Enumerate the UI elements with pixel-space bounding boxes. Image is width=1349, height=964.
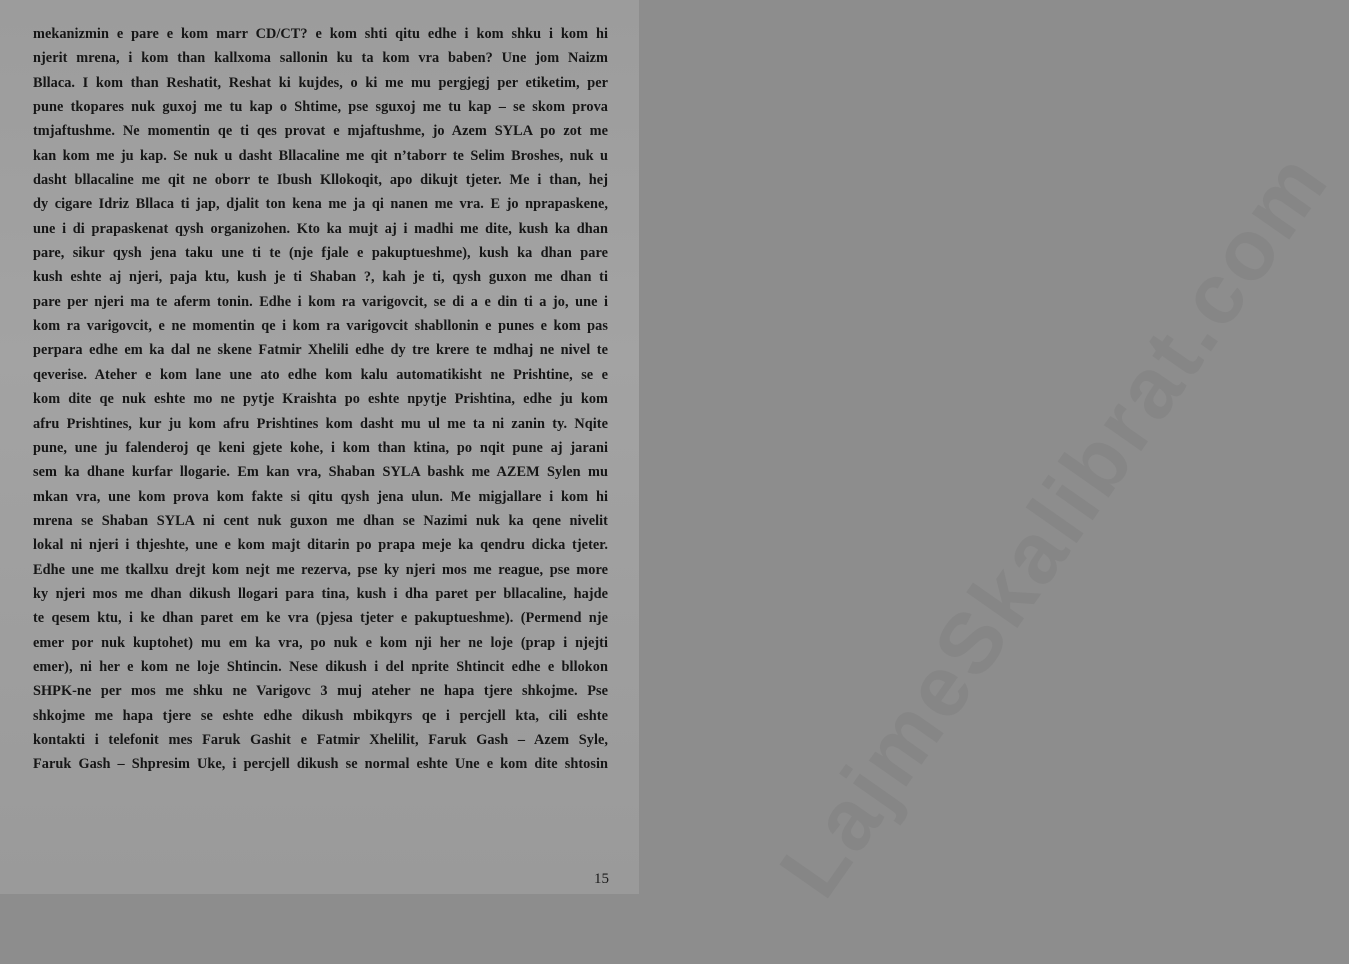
text-line: emer por nuk kuptohet) mu em ka vra, po nuk e kom nji her ne loje (prap i njejti [33, 634, 608, 651]
text-line: njerit mrena, i kom than kallxoma sallonin ku ta kom vra baben? Une jom Naizm [33, 50, 608, 67]
text-line: shkojme me hapa tjere se eshte edhe dikush mbikqyrs qe i percjell kta, cili eshte [33, 707, 608, 724]
text-line: tmjaftushme. Ne momentin qe ti qes provat e mjaftushme, jo Azem SYLA po zot me [33, 123, 608, 140]
text-line: une i di prapaskenat qysh organizohen. Kto ka mujt aj i madhi me dite, kush ka dhan [33, 220, 608, 237]
text-line: Edhe une me tkallxu drejt kom nejt me rezerva, pse ky njeri mos me reague, pse more [33, 561, 608, 578]
text-line: lokal ni njeri i thjeshte, une e kom majt ditarin po prapa meje ka qendru dicka tjeter. [33, 537, 608, 554]
text-line: dy cigare Idriz Bllaca ti jap, djalit ton kena me ja qi nanen me vra. E jo nprapaskene, [33, 196, 608, 213]
text-line: ky njeri mos me dhan dikush llogari para tina, kush i dha paret per bllacaline, hajde [33, 585, 608, 602]
text-line: kontakti i telefonit mes Faruk Gashit e Fatmir Xhelilit, Faruk Gash – Azem Syle, [33, 731, 608, 748]
text-line: mrena se Shaban SYLA ni cent nuk guxon me dhan se Nazimi nuk ka qene nivelit [33, 512, 608, 529]
text-line: kush eshte aj njeri, paja ktu, kush je ti Shaban ?, kah je ti, qysh guxon me dhan ti [33, 269, 608, 286]
watermark-text: LajmeSkalibrat.com [761, 134, 1348, 915]
text-line: emer), ni her e kom ne loje Shtincin. Nese dikush i del nprite Shtincit edhe e bllokon [33, 658, 608, 675]
text-line: kom dite qe nuk eshte mo ne pytje Kraishta po eshte npytje Prishtina, edhe ju kom [33, 391, 608, 408]
text-line: pare per njeri ma te aferm tonin. Edhe i kom ra varigovcit, se di a e din ti a jo, une i [33, 293, 608, 310]
page-number: 15 [594, 871, 609, 887]
text-line: qeverise. Ateher e kom lane une ato edhe kom kalu automatikisht ne Prishtine, se e [33, 366, 608, 383]
text-line: SHPK-ne per mos me shku ne Varigovc 3 muj ateher ne hapa tjere shkojme. Pse [33, 683, 608, 700]
text-line: sem ka dhane kurfar llogarie. Em kan vra, Shaban SYLA bashk me AZEM Sylen mu [33, 464, 608, 481]
text-line: dasht bllacaline me qit ne oborr te Ibush Kllokoqit, apo dikujt tjeter. Me i than, hej [33, 172, 608, 189]
text-line: Bllaca. I kom than Reshatit, Reshat ki kujdes, o ki me mu pergjegj per etiketim, per [33, 74, 608, 91]
text-line: mekanizmin e pare e kom marr CD/CT? e kom shti qitu edhe i kom shku i kom hi [33, 26, 608, 42]
text-line: kom ra varigovcit, e ne momentin qe i kom ra varigovcit shabllonin e punes e kom pas [33, 318, 608, 335]
text-line: Faruk Gash – Shpresim Uke, i percjell dikush se normal eshte Une e kom dite shtosin [33, 756, 608, 773]
text-line: pare, sikur qysh jena taku une ti te (nje fjale e pakuptueshme), kush ka dhan pare [33, 245, 608, 262]
text-line: afru Prishtines, kur ju kom afru Prishtines kom dasht mu ul me ta ni zanin ty. Nqite [33, 415, 608, 432]
text-line: pune, une ju falenderoj qe keni gjete kohe, i kom than ktina, po nqit pune aj jarani [33, 439, 608, 456]
text-line: perpara edhe em ka dal ne skene Fatmir Xhelili edhe dy tre krere te mdhaj ne nivel te [33, 342, 608, 359]
text-line: mkan vra, une kom prova kom fakte si qitu qysh jena ulun. Me migjallare i kom hi [33, 488, 608, 505]
text-line: te qesem ktu, i ke dhan paret em ke vra (pjesa tjeter e pakuptueshme). (Permend nje [33, 610, 608, 627]
text-line: kan kom me ju kap. Se nuk u dasht Bllacaline me qit n’taborr te Selim Broshes, nuk u [33, 147, 608, 164]
body-text [33, 22, 608, 777]
text-line: pune tkopares nuk guxoj me tu kap o Shtime, pse sguxoj me tu kap – se skom prova [33, 99, 608, 116]
